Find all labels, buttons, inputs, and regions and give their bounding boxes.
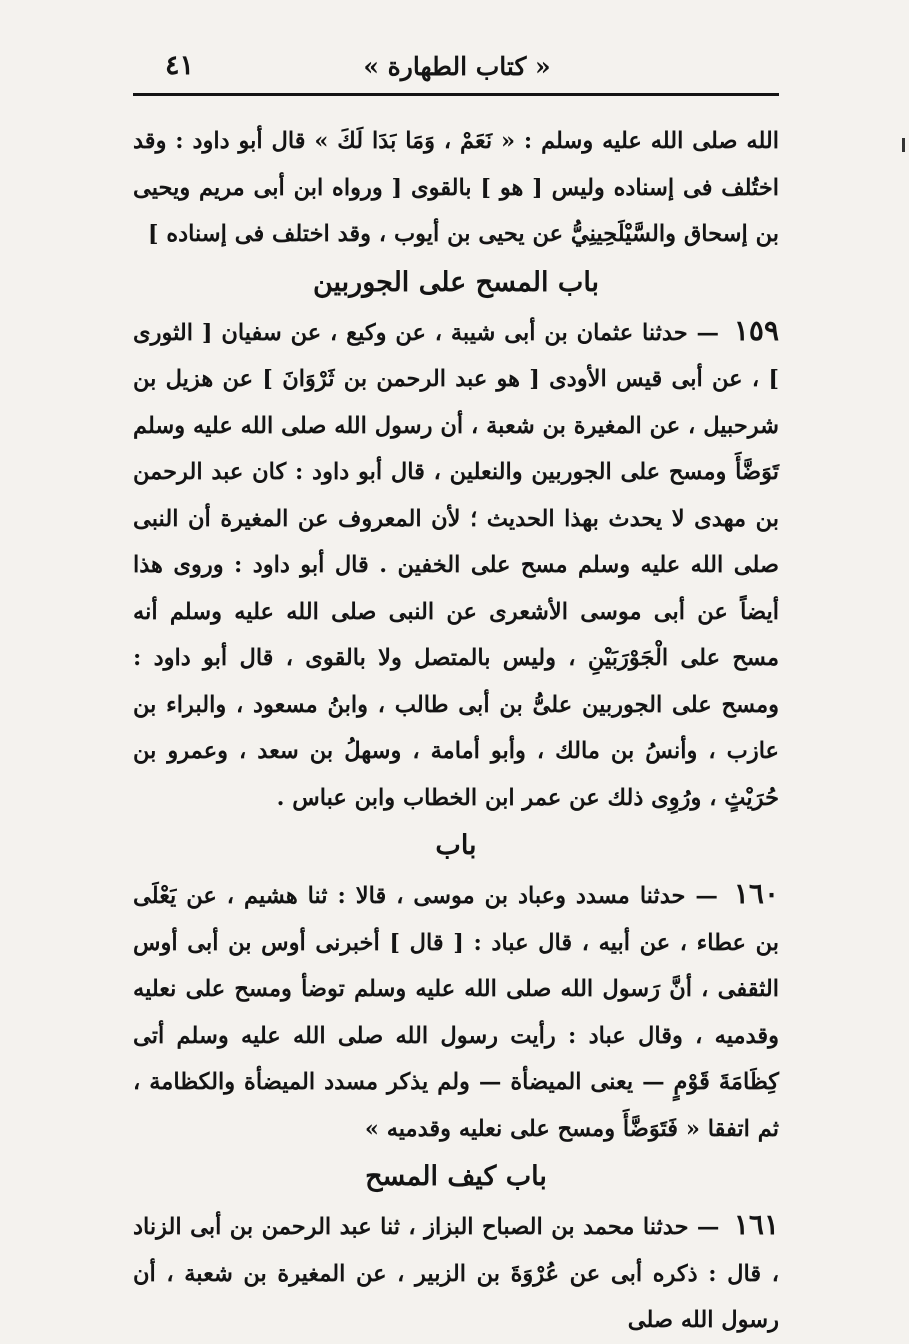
section-heading: باب كيف المسح <box>365 1161 547 1192</box>
page-edge-mark <box>902 138 905 152</box>
header-rule <box>133 93 779 96</box>
page-body <box>133 118 779 1344</box>
hadith-number: ١٦١ <box>733 1208 779 1241</box>
paragraph-text: — حدثنا عثمان بن أبى شيبة ، عن وكيع ، عن سفيان [ الثورى ] ، عن أبى قيس الأودى [ هو عبد الرحمن بن ثَرْوَانَ ] عن هزيل بن شرحبيل ، عن المغيرة بن شعبة ، أن رسول الله صلى الله عليه وسلم تَوَضَّأَ ومسح على الجوربين والنعلين ، قال أبو داود : كان عبد الرحمن بن مهدى لا يحدث بهذا الحديث ؛ لأن المعروف عن المغيرة أن النبى صلى الله عليه وسلم مسح على الخفين . قال أبو داود : وروى هذا أيضاً عن أبى موسى الأشعرى عن النبى صلى الله عليه وسلم أنه مسح على الْجَوْرَبَيْنِ ، وليس بالمتصل ولا بالقوى ، قال أبو داود : ومسح على الجوربين علىُّ بن أبى طالب ، وابنُ مسعود ، والبراء بن عازب ، وأنسُ بن مالك ، وأبو أمامة ، وسهلُ بن سعد ، وعمرو بن حُرَيْثٍ ، ورُوِى ذلك عن عمر ابن الخطاب وابن عباس . <box>133 319 779 811</box>
section-heading: باب <box>435 830 477 861</box>
hadith-paragraph <box>133 308 779 822</box>
paragraph <box>133 118 779 258</box>
page-number: ٤١ <box>165 50 195 81</box>
hadith-number: ١٥٩ <box>733 313 779 347</box>
section-heading: باب المسح على الجوربين <box>312 266 600 298</box>
paragraph-text: — حدثنا مسدد وعباد بن موسى ، قالا : ثنا هشيم ، عن يَعْلَى بن عطاء ، عن أبيه ، قال عباد : [ قال ] أخبرنى أوس بن أبى أوس الثقفى ، أنَّ رَسول الله صلى الله عليه وسلم توضأ ومسح على نعليه وقدميه ، وقال عباد : رأيت رسول الله صلى الله عليه وسلم أتى كِظَامَةَ قَوْمٍ — يعنى الميضأة — ولم يذكر مسدد الميضأة والكظامة ، ثم اتفقا « فَتَوَضَّأَ ومسح على نعليه وقدميه » <box>133 883 779 1142</box>
hadith-paragraph <box>133 871 779 1152</box>
hadith-paragraph <box>133 1202 779 1344</box>
running-header <box>135 50 779 90</box>
hadith-number: ١٦٠ <box>733 877 779 910</box>
chapter-title: « كتاب الطهارة » <box>363 52 551 81</box>
paragraph-text: الله صلى الله عليه وسلم : « نَعَمْ ، وَمَا بَدَا لَكَ » قال أبو داود : وقد اختُلف فى إسناده وليس [ هو ] بالقوى [ ورواه ابن أبى مريم ويحيى بن إسحاق والسَّيْلَحِينِيُّ عن يحيى بن أيوب ، وقد اختلف فى إسناده ] <box>133 128 779 247</box>
paragraph-text: — حدثنا محمد بن الصباح البزاز ، ثنا عبد الرحمن بن أبى الزناد ، قال : ذكره أبى عن عُرْوَةَ بن الزبير ، عن المغيرة بن شعبة ، أن رسول الله صلى <box>133 1214 779 1333</box>
